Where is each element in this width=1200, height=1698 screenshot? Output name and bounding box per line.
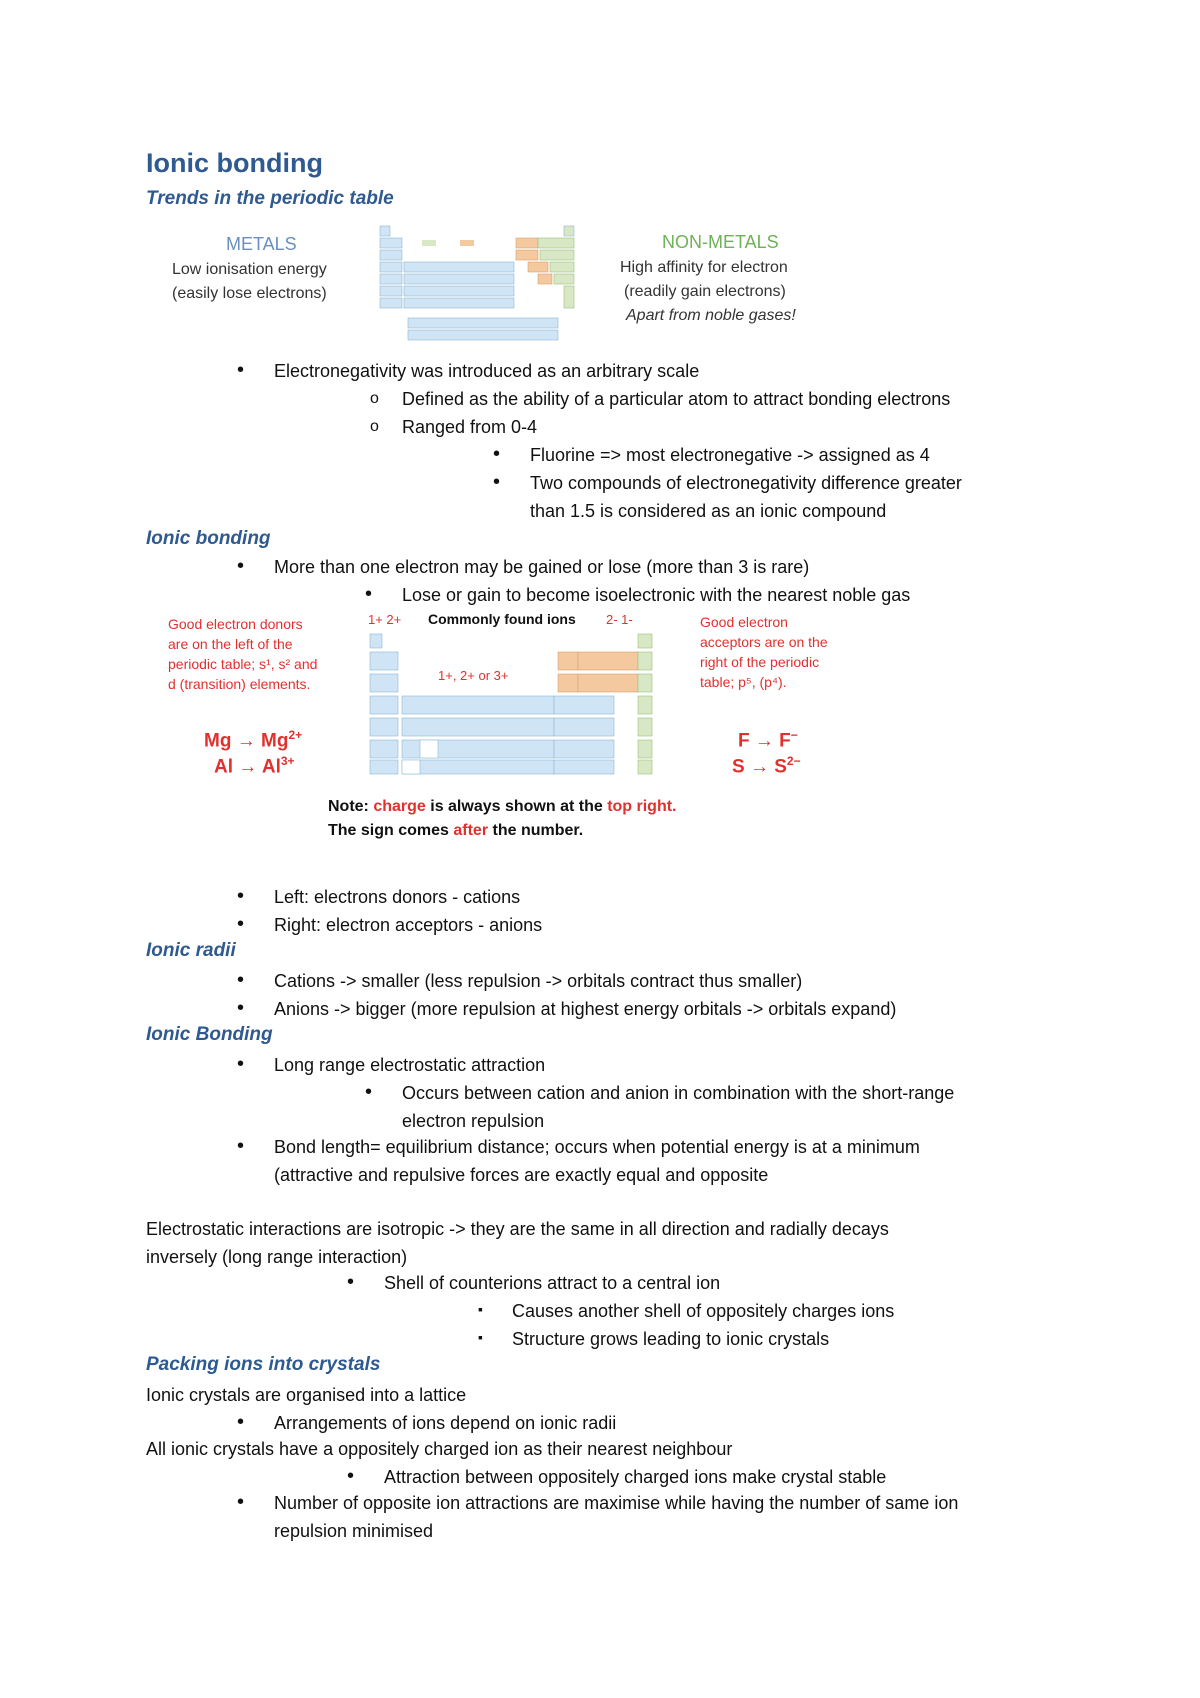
periodic-table-image-1	[378, 222, 576, 352]
nonmetals-line-3: Apart from noble gases!	[626, 307, 796, 324]
note-line-1: Note: charge is always shown at the top right.	[328, 798, 677, 815]
list-item: • Lose or gain to become isoelectronic with the nearest noble gas	[402, 582, 910, 609]
list-item-continuation: (attractive and repulsive forces are exactly equal and opposite	[274, 1165, 769, 1185]
acceptors-line-4: table; p⁵, (p⁴).	[700, 674, 787, 690]
page-title: Ionic bonding	[146, 148, 323, 178]
list-item: ▪ Structure grows leading to ionic crystals	[512, 1326, 829, 1353]
equation-f: F → F−	[738, 728, 798, 752]
list-item: • Number of opposite ion attractions are maximise while having the number of same ion	[274, 1490, 958, 1517]
paragraph: Ionic crystals are organised into a lattice	[146, 1385, 467, 1405]
nonmetals-line-2: (readily gain electrons)	[624, 283, 786, 300]
list-item: o Ranged from 0-4	[402, 414, 537, 441]
list-item: • Left: electrons donors - cations	[274, 884, 520, 911]
donors-line-4: d (transition) elements.	[168, 676, 311, 692]
equation-s: $S \to S^{2-}$	[732, 754, 801, 778]
metals-title: METALS	[226, 234, 297, 254]
metals-line-2: (easily lose electrons)	[172, 285, 327, 302]
ions-top-right-label: 2- 1-	[606, 612, 633, 627]
list-item-continuation: than 1.5 is considered as an ionic compound	[530, 501, 887, 521]
periodic-table-image-2	[366, 630, 656, 778]
list-item: • Attraction between oppositely charged ions make crystal stable	[384, 1464, 886, 1491]
donors-line-1: Good electron donors	[168, 616, 303, 632]
equation-mg: $Mg \to Mg^{2+}$	[204, 728, 303, 752]
ions-top-left-label: 1+ 2+	[368, 612, 402, 627]
paragraph-continuation: inversely (long range interaction)	[146, 1247, 408, 1267]
list-item: o Defined as the ability of a particular atom to attract bonding electrons	[402, 386, 950, 413]
list-item: • Bond length= equilibrium distance; occurs when potential energy is at a minimum	[274, 1134, 920, 1161]
ions-top-title: Commonly found ions	[428, 611, 576, 627]
section-heading-ionic-bonding: Ionic bonding	[146, 528, 271, 549]
donors-line-2: are on the left of the	[168, 636, 293, 652]
donors-line-3: periodic table; s¹, s² and	[168, 656, 318, 672]
list-item: • More than one electron may be gained or lose (more than 3 is rare)	[274, 554, 809, 581]
list-item: ▪ Causes another shell of oppositely charges ions	[512, 1298, 894, 1325]
acceptors-line-3: right of the periodic	[700, 654, 820, 670]
nonmetals-line-1: High affinity for electron	[620, 259, 788, 276]
list-item-continuation: electron repulsion	[402, 1111, 545, 1131]
section-heading-ionic-bonding-2: Ionic Bonding	[146, 1024, 273, 1045]
list-item: • Arrangements of ions depend on ionic radii	[274, 1410, 616, 1437]
list-item: • Right: electron acceptors - anions	[274, 912, 542, 939]
section-heading-trends: Trends in the periodic table	[146, 188, 394, 209]
ions-middle-label: 1+, 2+ or 3+	[438, 668, 509, 683]
note-line-2: The sign comes after the number.	[328, 822, 584, 839]
section-heading-ionic-radii: Ionic radii	[146, 940, 236, 961]
metals-line-1: Low ionisation energy	[172, 261, 327, 278]
list-item: • Occurs between cation and anion in combination with the short-range	[402, 1080, 954, 1107]
list-item: • Long range electrostatic attraction	[274, 1052, 545, 1079]
paragraph: All ionic crystals have a oppositely charged ion as their nearest neighbour	[146, 1439, 733, 1459]
list-item-continuation: repulsion minimised	[274, 1521, 434, 1541]
acceptors-line-1: Good electron	[700, 614, 788, 630]
list-item: • Electronegativity was introduced as an arbitrary scale	[274, 358, 699, 385]
list-item: • Cations -> smaller (less repulsion -> orbitals contract thus smaller)	[274, 968, 802, 995]
paragraph: Electrostatic interactions are isotropic -> they are the same in all direction and radially decays	[146, 1219, 889, 1239]
list-item: • Fluorine => most electronegative -> assigned as 4	[530, 442, 930, 469]
list-item: • Two compounds of electronegativity difference greater	[530, 470, 962, 497]
nonmetals-title: NON-METALS	[662, 232, 779, 252]
acceptors-line-2: acceptors are on the	[700, 634, 828, 650]
equation-al: $Al \to Al^{3+}$	[214, 754, 295, 778]
section-heading-packing: Packing ions into crystals	[146, 1354, 381, 1375]
list-item: • Anions -> bigger (more repulsion at highest energy orbitals -> orbitals expand)	[274, 996, 896, 1023]
list-item: • Shell of counterions attract to a central ion	[384, 1270, 720, 1297]
